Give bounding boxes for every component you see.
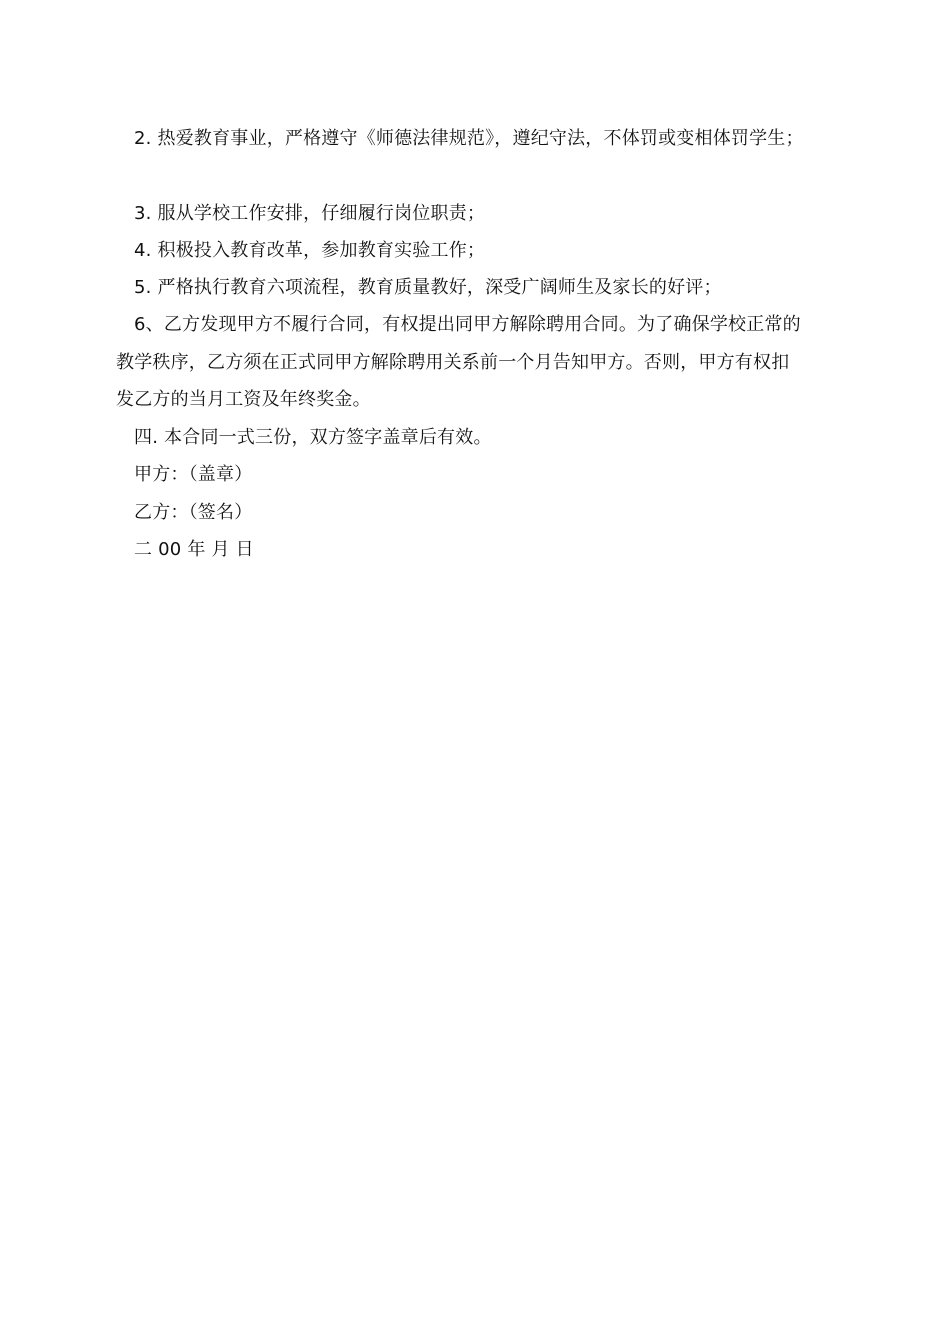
- item-5: 5. 严格执行教育六项流程，教育质量教好，深受广阔师生及家长的好评；: [134, 277, 722, 298]
- party-a-signature: 甲方：（盖章）: [134, 464, 253, 485]
- clause-6-line-1: 6、乙方发现甲方不履行合同，有权提出同甲方解除聘用合同。为了确保学校正常的: [134, 314, 801, 335]
- signing-date: 二 00 年 月 日: [134, 539, 254, 560]
- clause-6-line-2: 教学秩序，乙方须在正式同甲方解除聘用关系前一个月告知甲方。否则，甲方有权扣: [116, 352, 790, 373]
- party-b-signature: 乙方：（签名）: [134, 502, 253, 523]
- item-2: 2. 热爱教育事业，严格遵守《师德法律规范》，遵纪守法，不体罚或变相体罚学生；: [134, 128, 804, 149]
- item-3: 3. 服从学校工作安排，仔细履行岗位职责；: [134, 203, 486, 224]
- clause-6-line-3: 发乙方的当月工资及年终奖金。: [116, 389, 371, 410]
- item-4: 4. 积极投入教育改革，参加教育实验工作；: [134, 240, 486, 261]
- section-4: 四. 本合同一式三份，双方签字盖章后有效。: [134, 427, 492, 448]
